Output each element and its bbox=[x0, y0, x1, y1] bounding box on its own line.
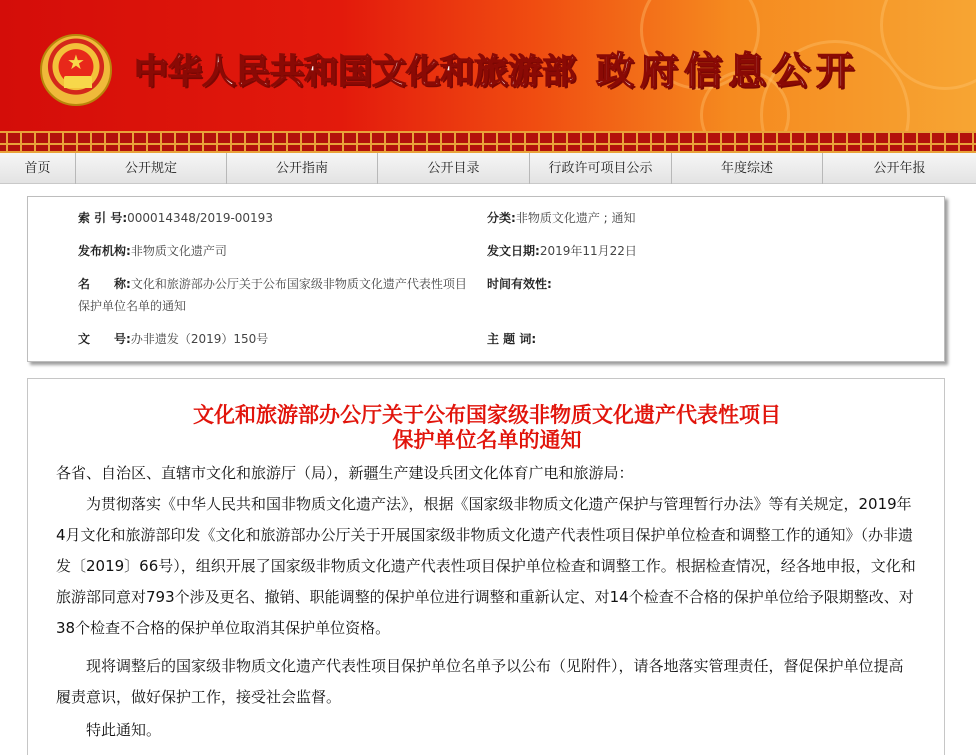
meta-doc-no-value: 办非遗发（2019）150号 bbox=[130, 332, 269, 346]
meta-name bbox=[78, 273, 478, 317]
nav-item-annual-summary[interactable]: 年度综述 bbox=[672, 153, 823, 184]
meta-subject-label: 主 题 词: bbox=[487, 332, 537, 346]
meta-issuer-value: 非物质文化遗产司 bbox=[130, 244, 227, 258]
main-nav bbox=[0, 153, 976, 184]
meta-issuer-label: 发布机构: bbox=[78, 244, 131, 258]
meta-date bbox=[487, 240, 637, 262]
meta-doc-no-label: 文 号: bbox=[78, 332, 131, 346]
ministry-name: 中华人民共和国文化和旅游部 bbox=[134, 52, 576, 92]
document-paragraph-2: 现将调整后的国家级非物质文化遗产代表性项目保护单位名单予以公布（见附件），请各地落实管理责任，督促保护单位提高履责意识，做好保护工作，接受社会监督。 bbox=[56, 657, 904, 706]
document-paragraph-1: 为贯彻落实《中华人民共和国非物质文化遗产法》，根据《国家级非物质文化遗产保护与管理暂行办法》等有关规定，2019年4月文化和旅游部印发《文化和旅游部办公厅关于开展国家级非物质文化遗产代表性项目保护单位检查和调整工作的通知》（办非遗发〔2019〕66号），组织开展了国家级非物质文化遗产代表性项目保护单位检查和调整工作。根据检查情况，经各地申报，文化和旅游部同意对793个涉及更名、撤销、职能调整的保护单位进行调整和重新认定、对14个检查不合格的保护单位给予限期整改、对38个检查不合格的保护单位取消其保护单位资格。 bbox=[56, 495, 916, 637]
meta-date-label: 发文日期: bbox=[487, 244, 540, 258]
meta-subject bbox=[487, 328, 536, 350]
nav-item-home[interactable]: 首页 bbox=[0, 153, 76, 184]
site-banner bbox=[0, 0, 976, 131]
banner-fret-border bbox=[0, 131, 976, 153]
meta-name-value-line1: 文化和旅游部办公厅关于公布国家级非物质文化遗产代表性项目 bbox=[130, 277, 467, 291]
meta-name-label: 名 称: bbox=[78, 277, 131, 291]
meta-category-label: 分类: bbox=[487, 211, 516, 225]
document-title bbox=[28, 403, 946, 453]
meta-date-value: 2019年11月22日 bbox=[539, 244, 637, 258]
meta-validity bbox=[487, 273, 552, 295]
document-meta-panel bbox=[27, 196, 945, 362]
nav-item-permit-items[interactable]: 行政许可项目公示 bbox=[530, 153, 672, 184]
meta-index-value: 000014348/2019-00193 bbox=[127, 211, 273, 225]
meta-category bbox=[487, 207, 636, 229]
meta-index bbox=[78, 207, 273, 229]
meta-name-value-line2: 保护单位名单的通知 bbox=[78, 299, 187, 313]
nav-item-regulations[interactable]: 公开规定 bbox=[76, 153, 227, 184]
section-title: 政府信息公开 bbox=[596, 48, 861, 93]
nav-item-catalog[interactable]: 公开目录 bbox=[378, 153, 530, 184]
document-content bbox=[27, 378, 945, 755]
meta-validity-label: 时间有效性: bbox=[487, 277, 552, 291]
meta-doc-no bbox=[78, 328, 268, 350]
national-emblem-icon: ★ bbox=[40, 34, 112, 106]
nav-item-guide[interactable]: 公开指南 bbox=[227, 153, 378, 184]
nav-item-annual-report[interactable]: 公开年报 bbox=[873, 161, 926, 176]
document-title-line2: 保护单位名单的通知 bbox=[392, 428, 582, 452]
meta-index-label: 索 引 号: bbox=[78, 211, 128, 225]
meta-issuer bbox=[78, 240, 227, 262]
document-title-line1: 文化和旅游部办公厅关于公布国家级非物质文化遗产代表性项目 bbox=[193, 403, 781, 427]
document-paragraph-3: 特此通知。 bbox=[86, 721, 162, 739]
document-salutation: 各省、自治区、直辖市文化和旅游厅（局），新疆生产建设兵团文化体育广电和旅游局： bbox=[56, 464, 634, 482]
meta-category-value: 非物质文化遗产 ; 通知 bbox=[515, 211, 636, 225]
